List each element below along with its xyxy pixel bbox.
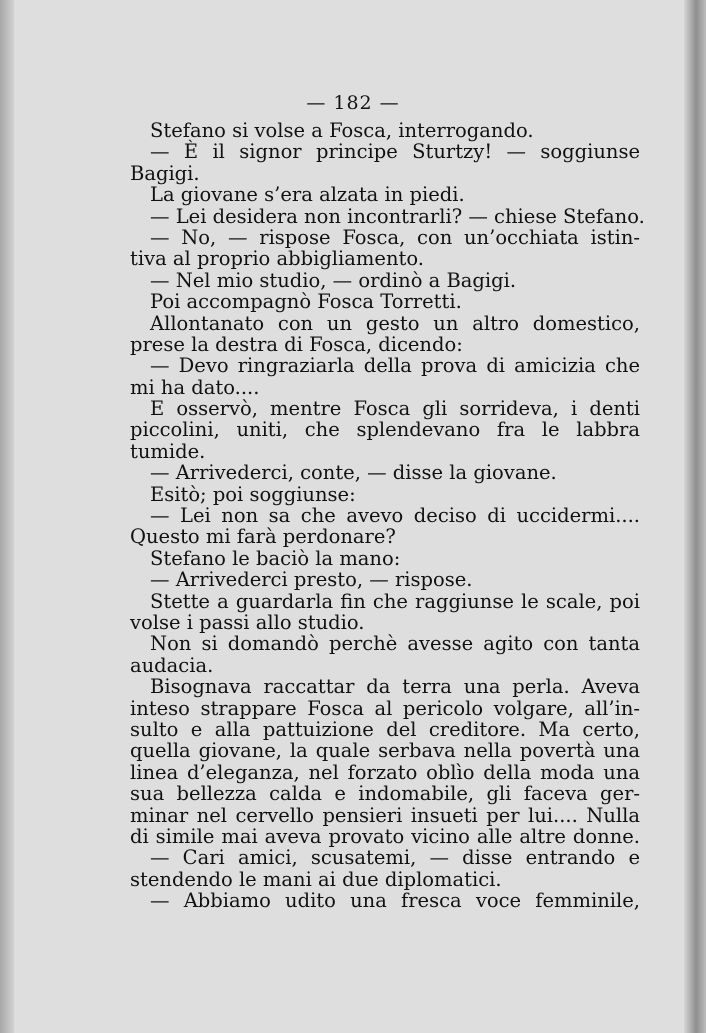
text-line: Stette a guardarla fin che raggiunse le scale, poi <box>150 589 640 613</box>
text-line: prese la destra di Fosca, dicendo: <box>130 332 463 356</box>
text-line: stendendo le mani ai due diplomatici. <box>130 867 502 891</box>
text-line: piccolini, uniti, che splendevano fra le labbra <box>130 418 640 442</box>
text-line: Esitò; poi soggiunse: <box>150 482 356 506</box>
text-line: Non si domandò perchè avesse agito con tanta <box>150 632 640 656</box>
text-line: sua bellezza calda e indomabile, gli faceva ger- <box>130 782 640 806</box>
text-line: La giovane s’era alzata in piedi. <box>150 183 465 207</box>
text-line: di simile mai aveva provato vicino alle altre donne. <box>130 824 640 848</box>
text-line: Bagigi. <box>130 161 200 185</box>
text-line: Questo mi farà perdonare? <box>130 525 396 549</box>
text-line: — Devo ringraziarla della prova di amicizia che <box>150 354 640 378</box>
text-line: — Nel mio studio, — ordinò a Bagigi. <box>150 268 517 292</box>
text-line: Bisognava raccattar da terra una perla. Aveva <box>150 675 640 699</box>
text-line: inteso strappare Fosca al pericolo volgare, all’in- <box>130 696 640 720</box>
text-line: quella giovane, la quale serbava nella povertà una <box>130 739 640 763</box>
text-line: — Cari amici, scusatemi, — disse entrando e <box>150 846 640 870</box>
text-line: Stefano le baciò la mano: <box>150 546 401 570</box>
text-line: tumide. <box>130 439 206 463</box>
text-line: — Lei desidera non incontrarli? — chiese Stefano. <box>150 204 645 228</box>
text-line: volse i passi allo studio. <box>130 610 365 634</box>
text-line: mi ha dato.... <box>130 375 260 399</box>
text-line: sulto e alla pattuizione del creditore. Ma certo, <box>130 717 640 741</box>
text-line: — È il signor principe Sturtzy! — soggiunse <box>150 140 640 164</box>
text-line: audacia. <box>130 653 214 677</box>
text-line: E osservò, mentre Fosca gli sorrideva, i denti <box>150 397 640 421</box>
text-line: Stefano si volse a Fosca, interrogando. <box>150 119 534 142</box>
page-number: — 182 — <box>306 92 400 114</box>
text-line: — Abbiamo udito una fresca voce femminile, <box>150 889 640 913</box>
text-line: tiva al proprio abbigliamento. <box>130 247 424 271</box>
text-line: — Lei non sa che avevo deciso di uccidermi.... <box>150 504 640 528</box>
text-line: minar nel cervello pensieri insueti per lui.... Nulla <box>130 803 640 827</box>
page-binding-shadow <box>0 0 14 1033</box>
body-text <box>130 119 645 913</box>
text-line: linea d’eleganza, nel forzato oblìo della moda una <box>130 760 640 784</box>
text-line: — Arrivederci presto, — rispose. <box>150 568 473 592</box>
text-line: Allontanato con un gesto un altro domestico, <box>150 311 640 335</box>
text-line: — No, — rispose Fosca, con un’occhiata istin- <box>150 225 640 249</box>
text-line: — Arrivederci, conte, — disse la giovane. <box>150 461 557 485</box>
text-line: Poi accompagnò Fosca Torretti. <box>150 290 462 314</box>
page-edge-shadow <box>684 0 706 1033</box>
